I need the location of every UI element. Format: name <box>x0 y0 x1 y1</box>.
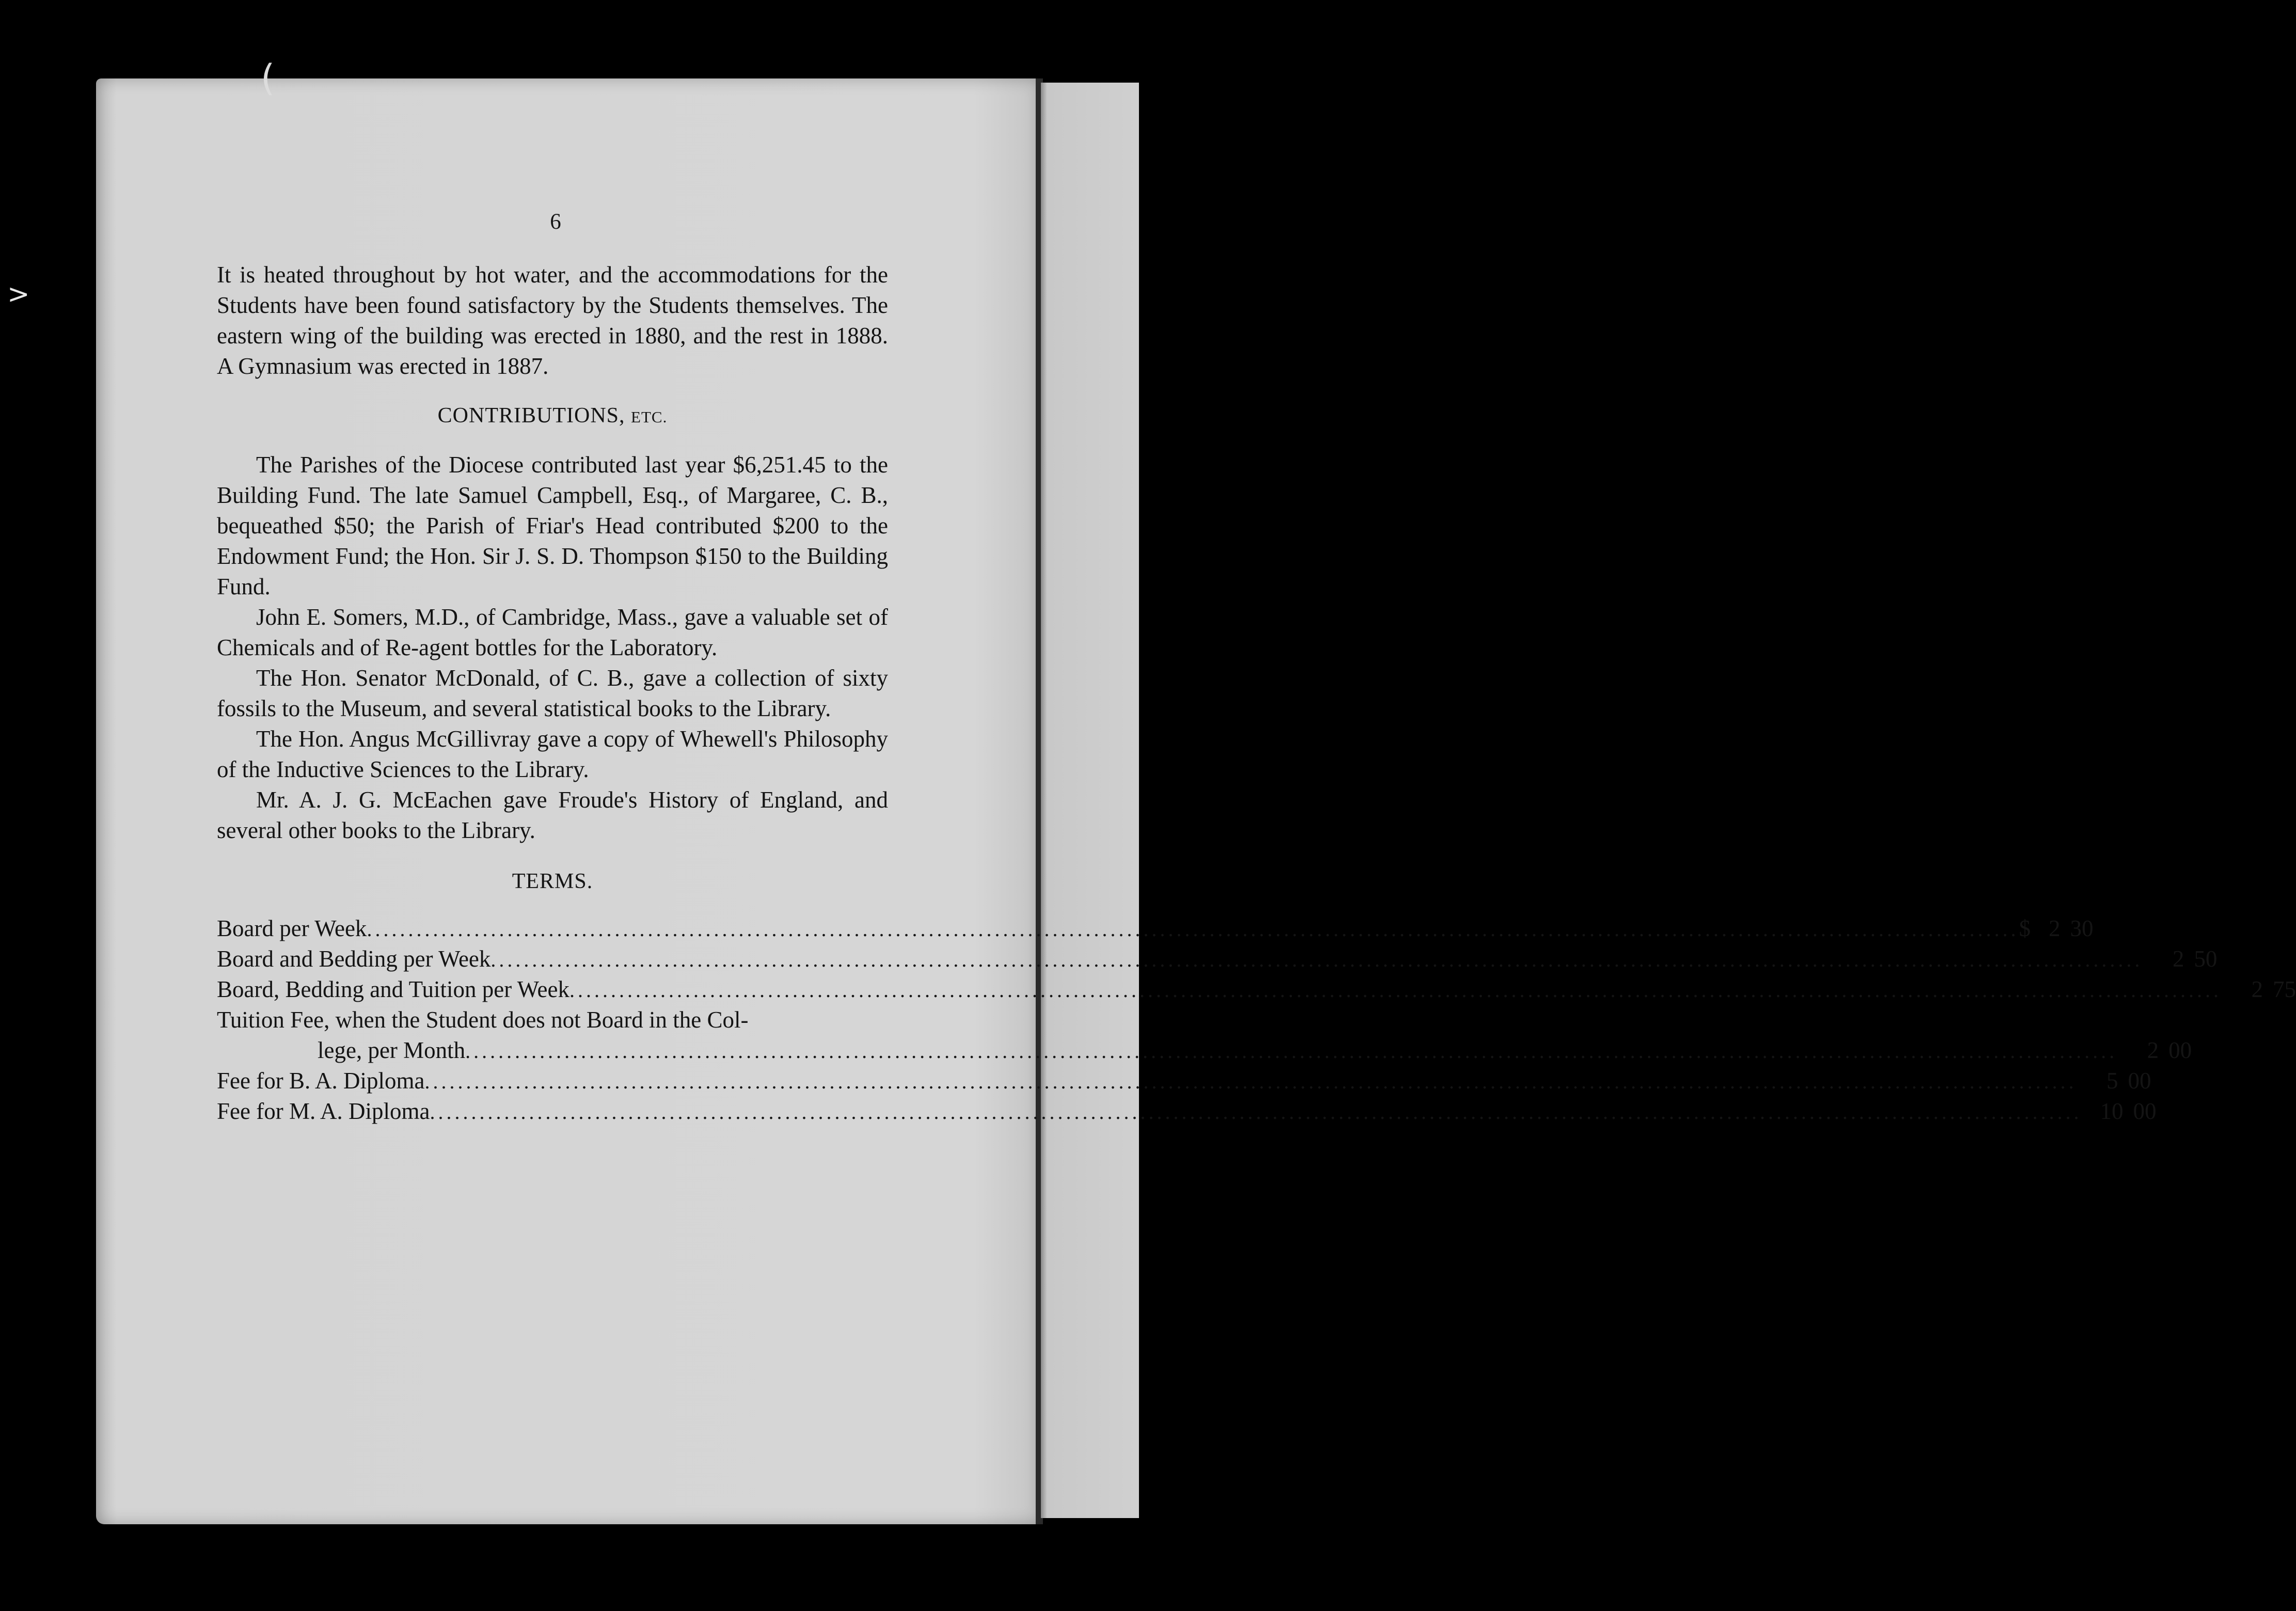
film-mark-curl: ( <box>261 57 275 99</box>
terms-table <box>217 913 2296 1127</box>
terms-dollars: 5 <box>2106 1068 2118 1094</box>
contributions-heading <box>217 401 888 432</box>
leader-dots: ........................................................................................................................................................................................................ <box>569 978 2222 1002</box>
contributions-heading-main: CONTRIBUTIONS, <box>437 404 625 428</box>
terms-dollars: 2 <box>2147 1037 2159 1063</box>
leader-dots: ........................................................................................................................................................................................................ <box>367 918 2019 941</box>
leader-dots: ........................................................................................................................................................................................................ <box>490 948 2143 971</box>
terms-row <box>217 944 2218 974</box>
terms-cents: 00 <box>2168 1037 2192 1063</box>
contributions-heading-small: ETC. <box>631 408 668 426</box>
terms-row <box>217 1096 2157 1127</box>
terms-label: Fee for M. A. Diploma <box>217 1098 430 1124</box>
facing-page-edge <box>1041 83 1139 1518</box>
terms-label: Board, Bedding and Tuition per Week <box>217 976 569 1002</box>
leader-dots: ........................................................................................................................................................................................................ <box>424 1070 2077 1093</box>
leader-dots: ........................................................................................................................................................................................................ <box>465 1039 2118 1063</box>
terms-dollars: 2 <box>2251 976 2263 1002</box>
terms-label-continuation: lege, per Month <box>318 1037 466 1063</box>
contributions-paragraph: Mr. A. J. G. McEachen gave Froude's History of England, and several other books to the Library. <box>217 787 888 843</box>
contributions-paragraph: John E. Somers, M.D., of Cambridge, Mass., gave a valuable set of Chemicals and of Re-agent bottles for the Laboratory. <box>217 604 888 660</box>
terms-label: Tuition Fee, when the Student does not Board in the Col- <box>217 1007 749 1033</box>
page-text <box>217 207 2296 1127</box>
contributions-paragraph: The Hon. Angus McGillivray gave a copy of Whewell's Philosophy of the Inductive Sciences to the Library. <box>217 726 888 782</box>
terms-heading: TERMS. <box>512 870 593 893</box>
contributions-paragraph: The Hon. Senator McDonald, of C. B., gave a collection of sixty fossils to the Museum, and several statistical books to the Library. <box>217 665 888 721</box>
terms-row <box>217 1035 2192 1066</box>
terms-cents: 50 <box>2194 946 2218 972</box>
terms-label: Fee for B. A. Diploma <box>217 1068 425 1094</box>
terms-dollars: 10 <box>2100 1098 2124 1124</box>
contributions-paragraph: The Parishes of the Diocese contributed last year $6,251.45 to the Building Fund. The late Samuel Campbell, Esq., of Margaree, C. B., bequeathed $50; the Parish of Friar's Head contributed $200 to the Endowment Fund; the Hon. Sir J. S. D. Thompson $150 to the Building Fund. <box>217 452 888 599</box>
film-mark-arrow: > <box>7 279 30 310</box>
terms-cents: 75 <box>2273 976 2296 1002</box>
terms-currency: $ <box>2019 915 2031 941</box>
terms-row <box>217 913 2094 944</box>
leader-dots: ........................................................................................................................................................................................................ <box>430 1100 2082 1124</box>
terms-cents: 00 <box>2133 1098 2157 1124</box>
terms-cents: 30 <box>2070 915 2094 941</box>
terms-row <box>217 974 2296 1005</box>
terms-label: Board and Bedding per Week <box>217 946 491 972</box>
terms-dollars: 2 <box>2048 915 2061 941</box>
terms-dollars: 2 <box>2172 946 2184 972</box>
terms-label: Board per Week <box>217 915 367 941</box>
terms-row <box>217 1066 2151 1096</box>
page-number: 6 <box>550 210 561 234</box>
terms-row-first-line <box>217 1005 888 1035</box>
terms-cents: 00 <box>2128 1068 2151 1094</box>
intro-paragraph: It is heated throughout by hot water, and the accommodations for the Students have been found satisfactory by the Students themselves. The eastern wing of the building was erected in 1880, and the rest in 1888. A Gymnasium was erected in 1887. <box>217 262 888 379</box>
